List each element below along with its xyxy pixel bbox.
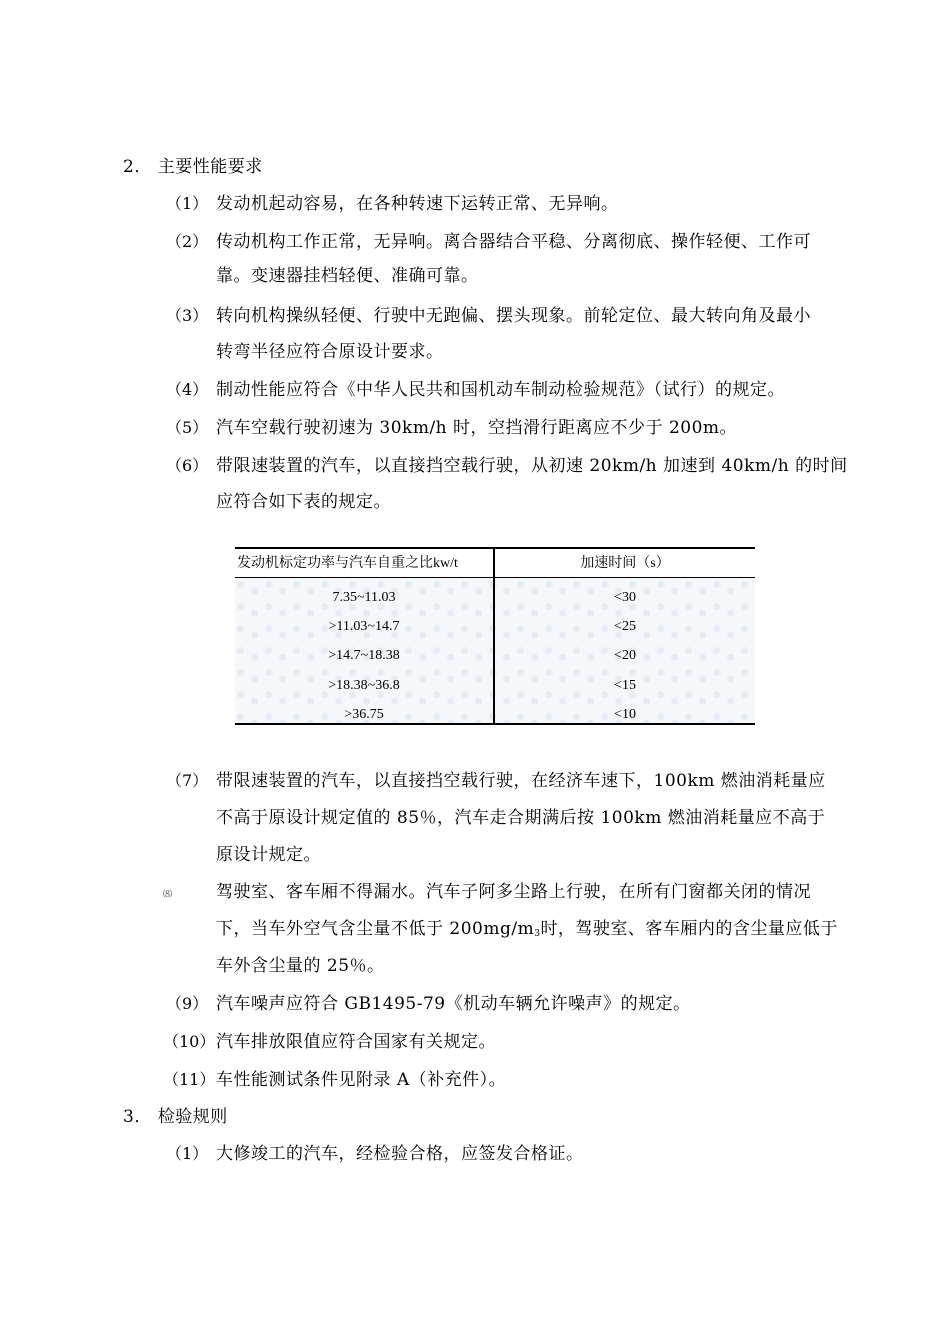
item-6-text-line2: 应符合如下表的规定。	[216, 492, 391, 512]
table-cell-ratio-4: >18.38~36.8	[328, 678, 400, 693]
item-1-number: （1）	[166, 194, 209, 213]
item-7-text-line2: 不高于原设计规定值的 85％，汽车走合期满后按 100km 燃油消耗量应不高于	[216, 808, 826, 828]
table-cell-ratio-1: 7.35~11.03	[332, 590, 396, 605]
item-6-text-line1: 带限速装置的汽车，以直接挡空载行驶，从初速 20km/h 加速到 40km/h 的时间	[216, 456, 848, 476]
section-2-heading: 2． 主要性能要求	[123, 157, 263, 177]
item-2-text-line1: 传动机构工作正常，无异响。离合器结合平稳、分离彻底、操作轻便、工作可	[216, 232, 811, 252]
table-cell-ratio-5: >36.75	[344, 707, 384, 722]
item-3-number: （3）	[166, 306, 209, 325]
item-1-text: 发动机起动容易，在各种转速下运转正常、无异响。	[216, 194, 619, 214]
item-11-text: 车性能测试条件见附录 A（补充件）。	[216, 1070, 507, 1090]
section-3-item-1-number: （1）	[166, 1144, 209, 1163]
item-3-text-line2: 转弯半径应符合原设计要求。	[216, 342, 444, 362]
item-8-text-line2-a: 下，当车外空气含尘量不低于 200mg/m	[216, 919, 535, 939]
table-cell-ratio-2: >11.03~14.7	[328, 619, 400, 634]
item-8-number: ⑻	[163, 890, 173, 900]
item-4-text: 制动性能应符合《中华人民共和国机动车制动检验规范》（试行）的规定。	[216, 380, 785, 400]
item-9-text: 汽车噪声应符合 GB1495-79《机动车辆允许噪声》的规定。	[216, 994, 691, 1014]
table-cell-time-3: <20	[614, 648, 636, 663]
item-11-number: （11）	[163, 1070, 216, 1089]
table-cell-time-4: <15	[614, 678, 636, 693]
section-3-heading: 3． 检验规则	[123, 1107, 228, 1127]
item-8-text-line2-b: 时，驾驶室、客车厢内的含尘量应低于	[540, 919, 838, 939]
table-column-divider	[493, 547, 495, 725]
table-cell-ratio-3: >14.7~18.38	[328, 648, 400, 663]
item-9-number: （9）	[166, 994, 209, 1013]
item-4-number: （4）	[166, 380, 209, 399]
item-6-number: （6）	[166, 456, 209, 475]
table-header-accel-time: 加速时间（s）	[580, 556, 670, 571]
item-8-superscript: 3	[534, 929, 541, 939]
table-cell-time-1: <30	[614, 590, 636, 605]
table-top-rule	[235, 547, 755, 549]
table-header-rule	[235, 577, 755, 578]
item-10-text: 汽车排放限值应符合国家有关规定。	[216, 1032, 496, 1052]
table-cell-time-5: <10	[614, 707, 636, 722]
item-2-text-line2: 靠。变速器挂档轻便、准确可靠。	[216, 266, 479, 286]
item-7-text-line3: 原设计规定。	[216, 845, 321, 865]
table-header-power-ratio: 发动机标定功率与汽车自重之比kw/t	[237, 556, 458, 571]
table-cell-time-2: <25	[614, 619, 636, 634]
item-10-number: （10）	[163, 1032, 216, 1051]
item-5-text: 汽车空载行驶初速为 30km/h 时，空挡滑行距离应不少于 200m。	[216, 418, 738, 438]
item-7-text-line1: 带限速装置的汽车，以直接挡空载行驶，在经济车速下，100km 燃油消耗量应	[216, 771, 826, 791]
section-3-item-1-text: 大修竣工的汽车，经检验合格，应签发合格证。	[216, 1144, 584, 1164]
item-2-number: （2）	[166, 232, 209, 251]
item-8-text-line3: 车外含尘量的 25％。	[216, 956, 385, 976]
item-8-text-line2	[216, 917, 838, 946]
acceleration-time-table	[235, 547, 755, 725]
item-7-number: （7）	[166, 771, 209, 790]
item-3-text-line1: 转向机构操纵轻便、行驶中无跑偏、摆头现象。前轮定位、最大转向角及最小	[216, 306, 811, 326]
item-8-text-line1: 驾驶室、客车厢不得漏水。汽车子阿多尘路上行驶，在所有门窗都关闭的情况	[216, 882, 811, 902]
item-5-number: （5）	[166, 418, 209, 437]
